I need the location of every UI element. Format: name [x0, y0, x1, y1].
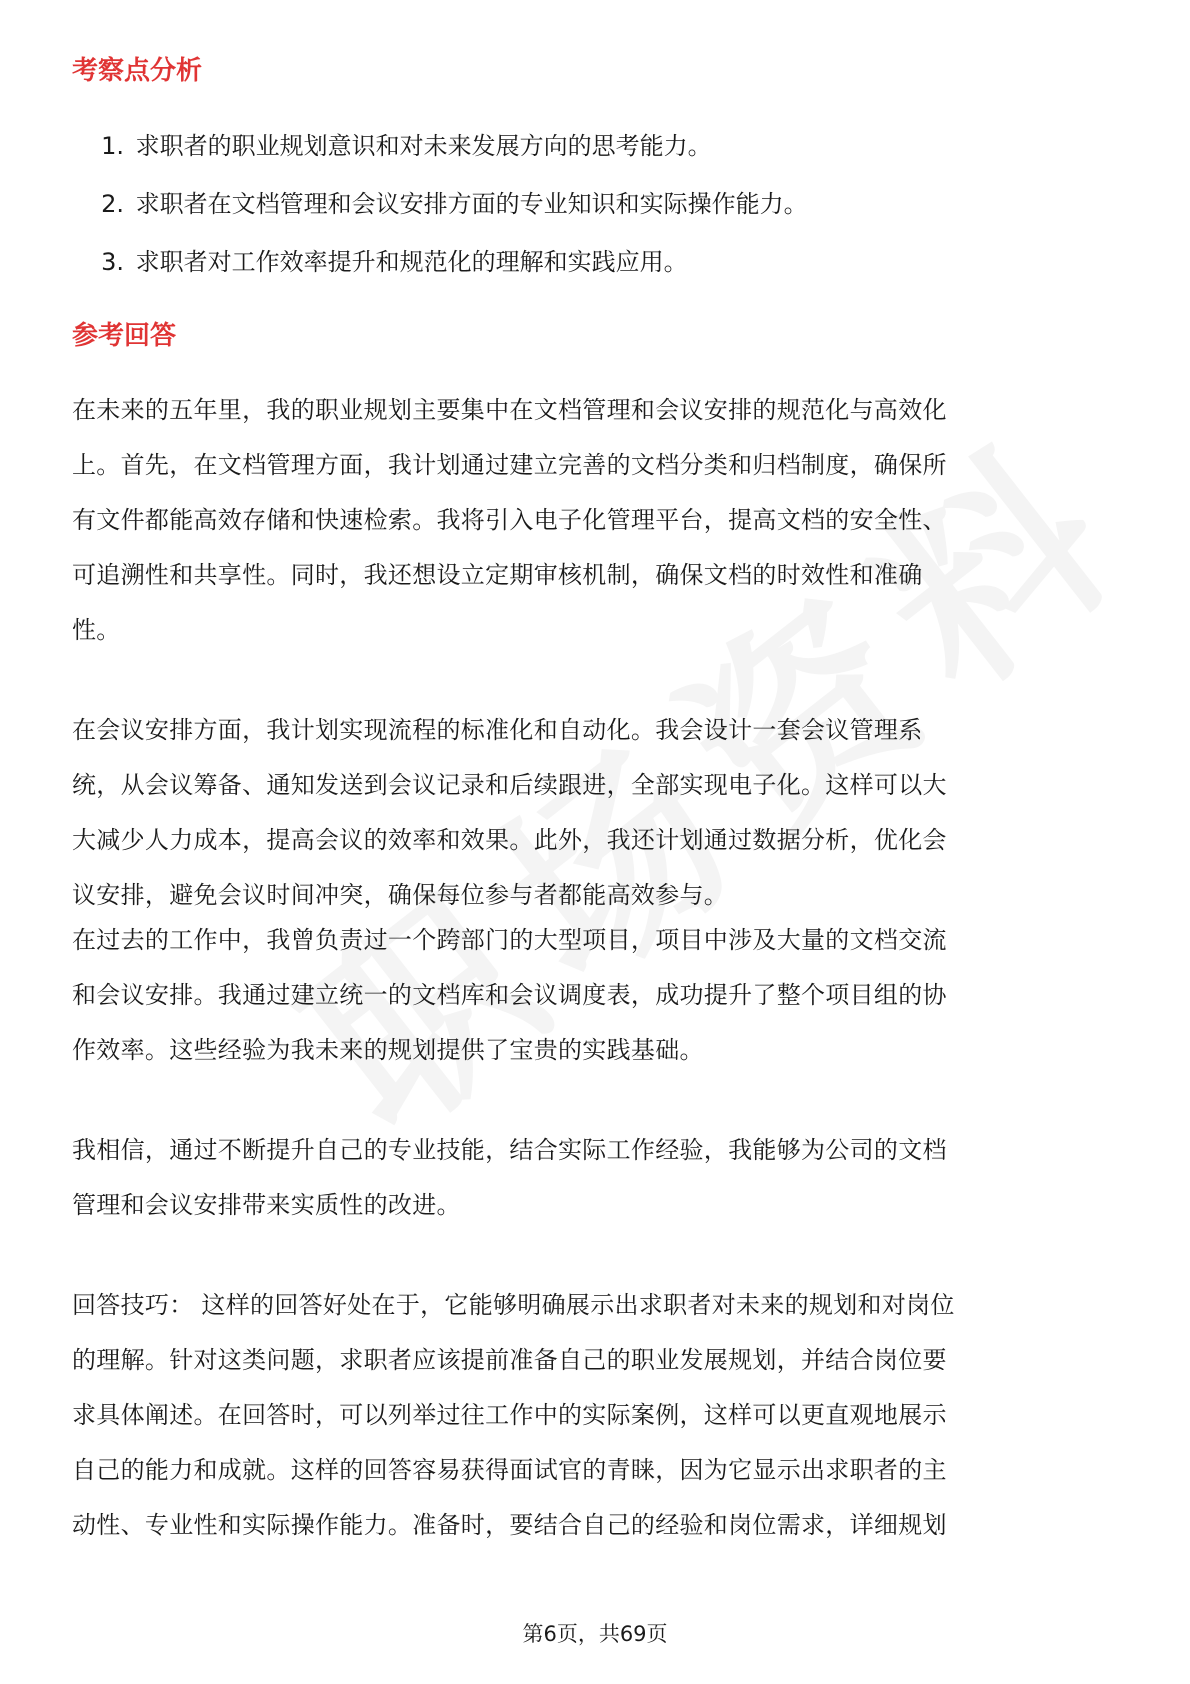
paragraph-line: 管理和会议安排带来实质性的改进。 — [72, 1191, 461, 1219]
list-item-number: 1. — [101, 132, 124, 160]
paragraph-line: 性。 — [72, 616, 121, 644]
paragraph-line: 议安排，避免会议时间冲突，确保每位参与者都能高效参与。 — [72, 881, 729, 909]
paragraph-line: 自己的能力和成就。这样的回答容易获得面试官的青睐，因为它显示出求职者的主 — [72, 1456, 947, 1484]
paragraph-line: 动性、专业性和实际操作能力。准备时，要结合自己的经验和岗位需求，详细规划 — [72, 1511, 947, 1539]
paragraph-line: 求具体阐述。在回答时，可以列举过往工作中的实际案例，这样可以更直观地展示 — [72, 1401, 947, 1429]
list-item-text: 求职者对工作效率提升和规范化的理解和实践应用。 — [135, 248, 688, 276]
page-number-footer: 第6页，共69页 — [522, 1622, 668, 1646]
paragraph-line: 上。首先，在文档管理方面，我计划通过建立完善的文档分类和归档制度，确保所 — [72, 451, 947, 479]
list-item-number: 3. — [101, 248, 124, 276]
paragraph-line: 和会议安排。我通过建立统一的文档库和会议调度表，成功提升了整个项目组的协 — [72, 981, 947, 1009]
list-item-text: 求职者的职业规划意识和对未来发展方向的思考能力。 — [135, 132, 712, 160]
paragraph-line: 我相信，通过不断提升自己的专业技能，结合实际工作经验，我能够为公司的文档 — [72, 1136, 947, 1164]
list-item-text: 求职者在文档管理和会议安排方面的专业知识和实际操作能力。 — [135, 190, 808, 218]
list-item-number: 2. — [101, 190, 124, 218]
list-item — [72, 117, 808, 175]
paragraph-line: 统，从会议筹备、通知发送到会议记录和后续跟进，全部实现电子化。这样可以大 — [72, 771, 947, 799]
answer-paragraph-1 — [72, 383, 1120, 658]
list-item — [72, 175, 808, 233]
paragraph-line: 在未来的五年里，我的职业规划主要集中在文档管理和会议安排的规范化与高效化 — [72, 396, 947, 424]
answer-paragraph-3 — [72, 913, 1120, 1078]
paragraph-line: 有文件都能高效存储和快速检索。我将引入电子化管理平台，提高文档的安全性、 — [72, 506, 947, 534]
answer-paragraph-2 — [72, 703, 1120, 923]
section-heading-answer: 参考回答 — [72, 321, 177, 351]
section-heading-analysis: 考察点分析 — [72, 56, 203, 86]
analysis-list — [72, 117, 808, 291]
paragraph-line: 回答技巧： 这样的回答好处在于，它能够明确展示出求职者对未来的规划和对岗位 — [72, 1291, 955, 1319]
answer-paragraph-4 — [72, 1123, 1120, 1233]
answer-tips-paragraph — [72, 1278, 1120, 1553]
paragraph-line: 可追溯性和共享性。同时，我还想设立定期审核机制，确保文档的时效性和准确 — [72, 561, 923, 589]
paragraph-line: 作效率。这些经验为我未来的规划提供了宝贵的实践基础。 — [72, 1036, 704, 1064]
paragraph-line: 在过去的工作中，我曾负责过一个跨部门的大型项目，项目中涉及大量的文档交流 — [72, 926, 947, 954]
paragraph-line: 在会议安排方面，我计划实现流程的标准化和自动化。我会设计一套会议管理系 — [72, 716, 923, 744]
paragraph-line: 的理解。针对这类问题，求职者应该提前准备自己的职业发展规划，并结合岗位要 — [72, 1346, 947, 1374]
list-item — [72, 233, 808, 291]
paragraph-line: 大减少人力成本，提高会议的效率和效果。此外，我还计划通过数据分析，优化会 — [72, 826, 947, 854]
